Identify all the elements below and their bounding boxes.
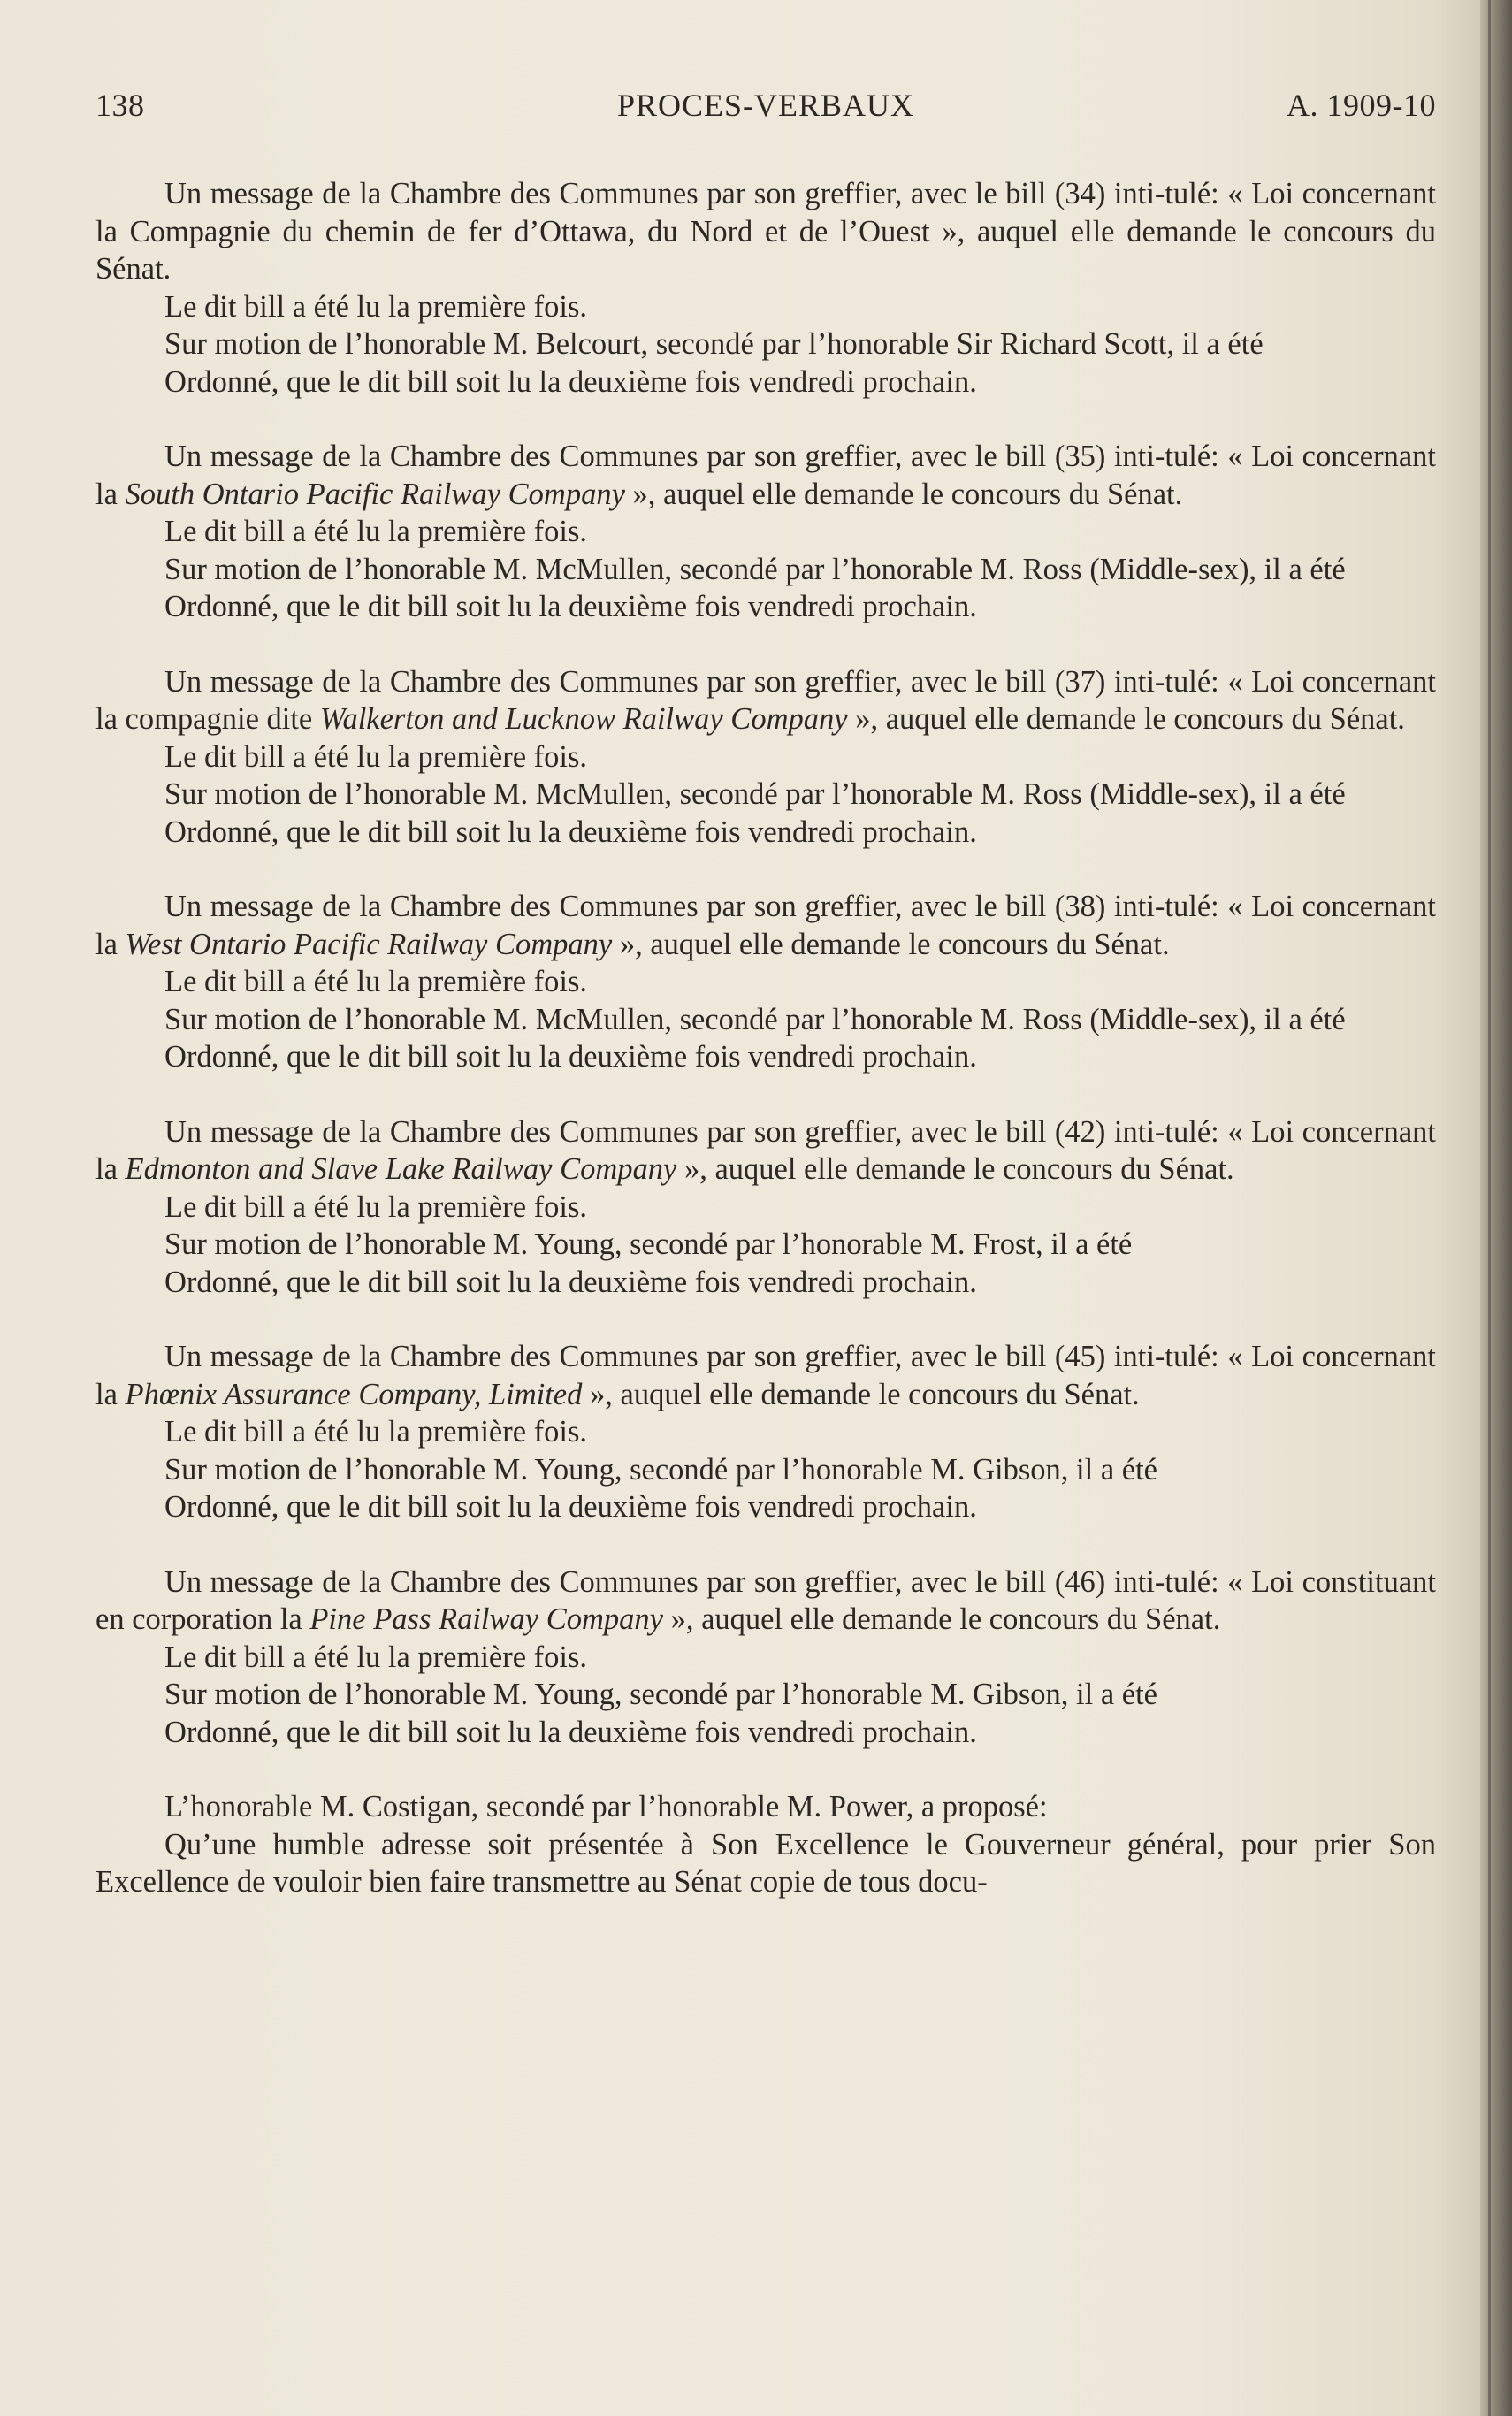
bill-message-entry xyxy=(95,438,1436,626)
closing-motion xyxy=(95,1788,1436,1901)
company-name: South Ontario Pacific Railway Company xyxy=(125,477,625,511)
first-reading-line: Le dit bill a été lu la première fois. xyxy=(164,1189,588,1224)
order-line: Ordonné, que le dit bill soit lu la deuxième fois vendredi prochain. xyxy=(164,1490,977,1524)
bill-message-entry xyxy=(95,663,1436,852)
proposal-line: L’honorable M. Costigan, secondé par l’honorable M. Power, a proposé: xyxy=(164,1790,1048,1823)
first-reading-line: Le dit bill a été lu la première fois. xyxy=(164,739,588,774)
bill-message-entry xyxy=(95,175,1436,401)
message-paragraph: Un message de la Chambre des Communes par son greffier, avec le bill (45) inti-tulé: « Loi concernant la Phœnix Assurance Company, Limited », auquel elle demande le concours du Sénat. xyxy=(95,1340,1436,1411)
motion-line: Sur motion de l’honorable M. Young, secondé par l’honorable M. Gibson, il a été xyxy=(164,1452,1157,1487)
address-paragraph: Qu’une humble adresse soit présentée à Son Excellence le Gouverneur général, pour prier Son Excellence de vouloir bien faire transmettre au Sénat copie de tous docu- xyxy=(95,1827,1436,1899)
order-line: Ordonné, que le dit bill soit lu la deuxième fois vendredi prochain. xyxy=(164,1040,977,1074)
first-reading-line: Le dit bill a été lu la première fois. xyxy=(164,965,588,998)
spine-shadow-line xyxy=(1488,0,1491,2416)
message-paragraph: Un message de la Chambre des Communes par son greffier, avec le bill (37) inti-tulé: « Loi concernant la compagnie dite Walkerton and Lucknow Railway Company », auquel elle demande le concours du Sénat. xyxy=(95,664,1436,736)
message-paragraph: Un message de la Chambre des Communes par son greffier, avec le bill (34) inti-tulé: « Loi concernant la Compagnie du chemin de fer d’Ottawa, du Nord et de l’Ouest », auquel elle demande le concours du Sénat. xyxy=(95,177,1436,286)
running-title: PROCES-VERBAUX xyxy=(616,88,915,123)
order-line: Ordonné, que le dit bill soit lu la deuxième fois vendredi prochain. xyxy=(164,364,977,399)
motion-line: Sur motion de l’honorable M. Belcourt, secondé par l’honorable Sir Richard Scott, il a été xyxy=(164,327,1264,361)
motion-line: Sur motion de l’honorable M. Young, secondé par l’honorable M. Gibson, il a été xyxy=(164,1678,1157,1711)
bill-message-entry xyxy=(95,1564,1436,1752)
first-reading-line: Le dit bill a été lu la première fois. xyxy=(164,515,588,548)
order-line: Ordonné, que le dit bill soit lu la deuxième fois vendredi prochain. xyxy=(164,590,977,623)
motion-line: Sur motion de l’honorable M. McMullen, secondé par l’honorable M. Ross (Middle-sex), il a été xyxy=(164,552,1346,586)
company-name: Walkerton and Lucknow Railway Company xyxy=(319,702,848,736)
company-name: Pine Pass Railway Company xyxy=(309,1602,663,1636)
message-paragraph: Un message de la Chambre des Communes par son greffier, avec le bill (42) inti-tulé: « Loi concernant la Edmonton and Slave Lake Railway Company », auquel elle demande le concours du Sénat. xyxy=(95,1114,1436,1186)
book-spine-edge xyxy=(1480,0,1512,2416)
order-line: Ordonné, que le dit bill soit lu la deuxième fois vendredi prochain. xyxy=(164,814,977,849)
motion-line: Sur motion de l’honorable M. Young, secondé par l’honorable M. Frost, il a été xyxy=(164,1227,1133,1261)
first-reading-line: Le dit bill a été lu la première fois. xyxy=(164,289,588,324)
page-body xyxy=(95,175,1436,1901)
message-paragraph: Un message de la Chambre des Communes par son greffier, avec le bill (46) inti-tulé: « Loi constituant en corporation la Pine Pass Railway Company », auquel elle demande le concours du Sénat. xyxy=(95,1564,1436,1636)
bill-message-entry xyxy=(95,1113,1436,1302)
company-name: West Ontario Pacific Railway Company xyxy=(125,927,613,961)
session-year: A. 1909-10 xyxy=(1287,88,1436,123)
bill-message-entry xyxy=(95,888,1436,1076)
first-reading-line: Le dit bill a été lu la première fois. xyxy=(164,1640,588,1674)
message-paragraph: Un message de la Chambre des Communes par son greffier, avec le bill (38) inti-tulé: « Loi concernant la West Ontario Pacific Railway Company », auquel elle demande le concours du Sénat. xyxy=(95,890,1436,961)
first-reading-line: Le dit bill a été lu la première fois. xyxy=(164,1415,588,1449)
order-line: Ordonné, que le dit bill soit lu la deuxième fois vendredi prochain. xyxy=(164,1715,977,1749)
page-number: 138 xyxy=(95,88,145,123)
motion-line: Sur motion de l’honorable M. McMullen, secondé par l’honorable M. Ross (Middle-sex), il a été xyxy=(164,1002,1346,1036)
order-line: Ordonné, que le dit bill soit lu la deuxième fois vendredi prochain. xyxy=(164,1265,977,1299)
message-paragraph: Un message de la Chambre des Communes par son greffier, avec le bill (35) inti-tulé: « Loi concernant la South Ontario Pacific Railway Company », auquel elle demande le concours du Sénat. xyxy=(95,440,1436,511)
company-name: Edmonton and Slave Lake Railway Company xyxy=(125,1152,677,1186)
bill-message-entry xyxy=(95,1338,1436,1526)
company-name: Phœnix Assurance Company, Limited xyxy=(125,1377,583,1411)
page-header xyxy=(95,87,1436,126)
motion-line: Sur motion de l’honorable M. McMullen, secondé par l’honorable M. Ross (Middle-sex), il a été xyxy=(164,777,1346,811)
